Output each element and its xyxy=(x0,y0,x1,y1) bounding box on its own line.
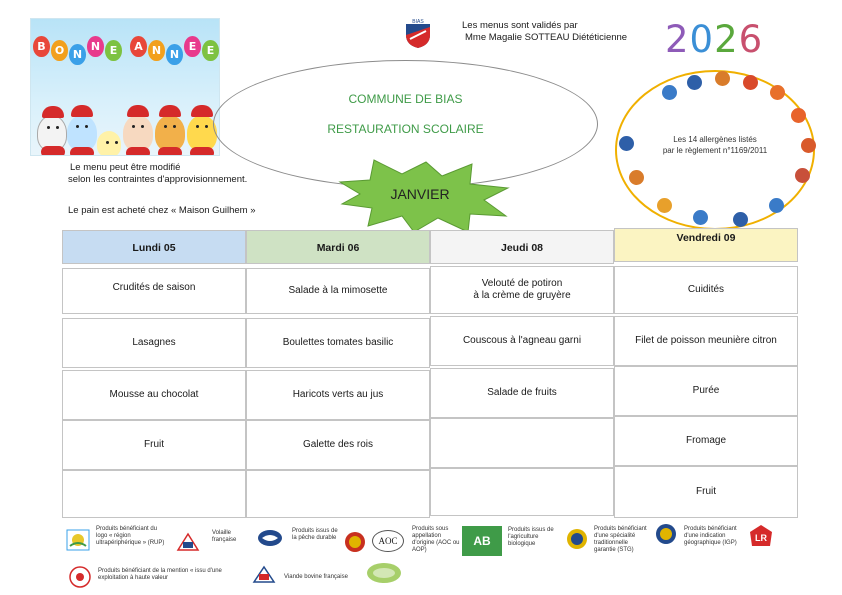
chick-character xyxy=(97,131,121,156)
allergen-icon xyxy=(657,198,672,213)
banner-balloon: N xyxy=(166,44,183,65)
menu-cell: Fruit xyxy=(62,420,246,470)
day-header-monday: Lundi 05 xyxy=(62,230,246,264)
panda-character xyxy=(37,115,67,151)
allergen-line-1: Les 14 allergènes listés xyxy=(673,135,757,144)
allergen-icon xyxy=(770,85,785,100)
menu-cell: Galette des rois xyxy=(246,420,430,470)
commune-title: COMMUNE DE BIAS xyxy=(348,92,463,106)
rup-logo xyxy=(66,528,92,552)
banner-balloon-letters xyxy=(31,33,220,61)
allergen-icon xyxy=(629,170,644,185)
banner-balloon: O xyxy=(51,40,68,61)
bread-note: Le pain est acheté chez « Maison Guilhem » xyxy=(68,205,256,216)
allergen-icon xyxy=(743,75,758,90)
stg-label: Produits bénéficiant d'une spécialité traditionnelle garantie (STG) xyxy=(594,526,647,553)
restauration-title: RESTAURATION SCOLAIRE xyxy=(327,122,484,136)
volaille-logo xyxy=(174,530,202,554)
menu-cell: Salade de fruits xyxy=(430,368,614,418)
menu-cell: Crudités de saison xyxy=(62,268,246,314)
bias-logo xyxy=(404,15,432,49)
menu-cell: Lasagnes xyxy=(62,318,246,368)
validation-line-2: Mme Magalie SOTTEAU Diététicienne xyxy=(465,32,628,43)
peche-logo xyxy=(256,529,284,547)
menu-cell: Couscous à l'agneau garni xyxy=(430,316,614,366)
rup-label: Produits bénéficiant du logo « région ultrapériphérique » (RUP) xyxy=(96,526,165,546)
mouse-character xyxy=(67,115,97,151)
allergen-icon xyxy=(795,168,810,183)
menu-cell: Mousse au chocolat xyxy=(62,370,246,420)
menu-cell: Velouté de potiron à la crème de gruyère xyxy=(430,266,614,314)
banner-balloon: N xyxy=(87,36,104,57)
menu-cell: Salade à la mimosette xyxy=(246,268,430,314)
banner-balloon: A xyxy=(130,36,147,57)
allergen-icon xyxy=(769,198,784,213)
menu-cell xyxy=(246,470,430,518)
allergen-caption xyxy=(655,134,775,156)
aop-logo xyxy=(344,531,366,553)
stg-logo xyxy=(566,528,588,550)
aoc-label: Produits sous appellation d'origine (AOC ou AOP) xyxy=(412,526,460,553)
allergen-line-2: par le règlement n°1169/2011 xyxy=(662,146,768,155)
banner-balloon: B xyxy=(33,36,50,57)
viande-logo xyxy=(250,564,278,586)
menu-table xyxy=(62,230,798,520)
menu-cell: Boulettes tomates basilic xyxy=(246,318,430,368)
haute-valeur-label: Produits bénéficiant de la mention « issu d'une exploitation à haute valeur xyxy=(98,568,222,581)
allergen-icon xyxy=(801,138,816,153)
day-header-friday: Vendredi 09 xyxy=(614,228,798,262)
aoc-logo: AOC xyxy=(372,530,404,552)
allergen-icon xyxy=(687,75,702,90)
year-digit: 2 xyxy=(714,18,739,61)
year-digit: 2 xyxy=(665,18,690,61)
igp-logo xyxy=(655,523,677,545)
banner-balloon xyxy=(123,37,129,58)
menu-cell: Purée xyxy=(614,366,798,416)
dog-character xyxy=(155,115,185,151)
allergen-icon xyxy=(693,210,708,225)
menu-cell: Filet de poisson meunière citron xyxy=(614,316,798,366)
validation-line-1: Les menus sont validés par xyxy=(462,20,578,31)
bonne-annee-banner xyxy=(30,18,220,156)
menu-cell: Fruit xyxy=(614,466,798,518)
menu-cell xyxy=(430,468,614,516)
note-line-1: Le menu peut être modifié xyxy=(70,162,181,173)
year-digit: 6 xyxy=(738,18,764,61)
menu-cell xyxy=(430,418,614,468)
banner-balloon: N xyxy=(69,44,86,65)
day-header-tuesday: Mardi 06 xyxy=(246,230,430,264)
svg-text:BIAS: BIAS xyxy=(412,19,424,25)
note-line-2: selon les contraintes d'approvisionnement. xyxy=(68,174,248,185)
label-rouge-logo xyxy=(748,524,774,548)
bio-label: Produits issus de l'agriculture biologique xyxy=(508,527,554,547)
menu-cell xyxy=(62,470,246,518)
banner-balloon: E xyxy=(105,40,122,61)
peche-label: Produits issus de la pêche durable xyxy=(292,528,338,541)
menu-change-note xyxy=(68,162,247,186)
rabbit-character xyxy=(123,115,153,151)
year-digit: 0 xyxy=(689,18,715,61)
local-product-logo xyxy=(366,562,402,584)
banner-balloon: E xyxy=(184,36,201,57)
year-title xyxy=(665,18,763,61)
month-label: JANVIER xyxy=(390,186,450,202)
banner-balloon: N xyxy=(148,40,165,61)
day-header-thursday: Jeudi 08 xyxy=(430,230,614,264)
haute-valeur-logo xyxy=(68,566,92,588)
banner-characters xyxy=(37,95,215,151)
menu-cell: Fromage xyxy=(614,416,798,466)
menu-cell: Cuidités xyxy=(614,266,798,314)
banner-balloon: E xyxy=(202,40,219,61)
label-rouge-label xyxy=(776,550,777,564)
volaille-label: Volaille française xyxy=(212,530,237,543)
allergen-icon xyxy=(733,212,748,227)
allergen-icon xyxy=(619,136,634,151)
dietician-validation xyxy=(462,20,627,44)
menu-cell: Haricots verts au jus xyxy=(246,370,430,420)
igp-label: Produits bénéficiant d'une indication géographique (IGP) xyxy=(684,526,737,546)
allergen-icon xyxy=(791,108,806,123)
ab-logo: AB xyxy=(462,526,502,556)
allergen-icon xyxy=(662,85,677,100)
viande-label: Viande bovine française xyxy=(284,574,348,580)
svg-text:LR: LR xyxy=(755,533,767,543)
allergen-icon xyxy=(715,71,730,86)
allergen-wheel xyxy=(615,70,815,230)
